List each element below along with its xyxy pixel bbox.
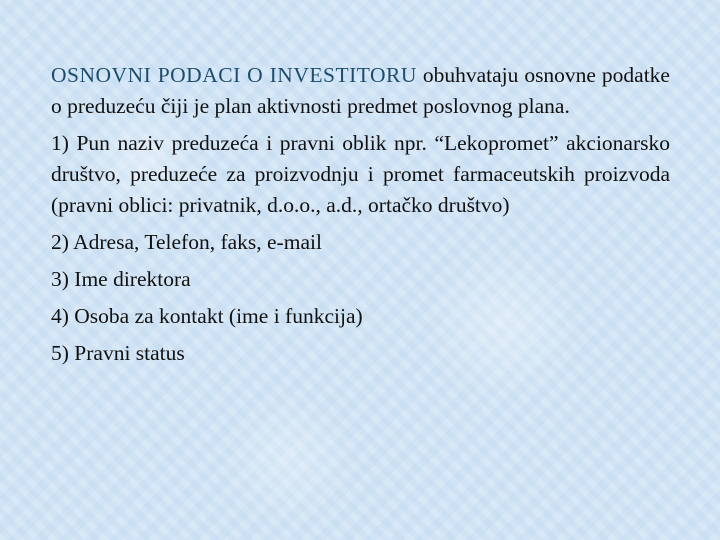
list-item-2: 2) Adresa, Telefon, faks, e-mail <box>51 230 322 254</box>
intro-heading: OSNOVNI PODACI O INVESTITORU <box>51 63 417 87</box>
list-item-5: 5) Pravni status <box>51 341 185 365</box>
list-item-3: 3) Ime direktora <box>51 267 191 291</box>
list-item-4: 4) Osoba za kontakt (ime i funkcija) <box>51 304 363 328</box>
list-item-1: 1) Pun naziv preduzeća i pravni oblik npr. “Lekopromet” akcionarsko društvo, preduzeće za proizvodnju i promet farmaceutskih proizvoda (pravni oblici: privatnik, d.o.o., a.d., ortačko društvo) <box>51 131 670 217</box>
intro-text: obuhvataju osnovne podatke o preduzeću čiji je plan aktivnosti predmet poslovnog plana. <box>51 63 670 118</box>
intro-paragraph <box>51 60 670 122</box>
slide-content <box>51 60 670 375</box>
